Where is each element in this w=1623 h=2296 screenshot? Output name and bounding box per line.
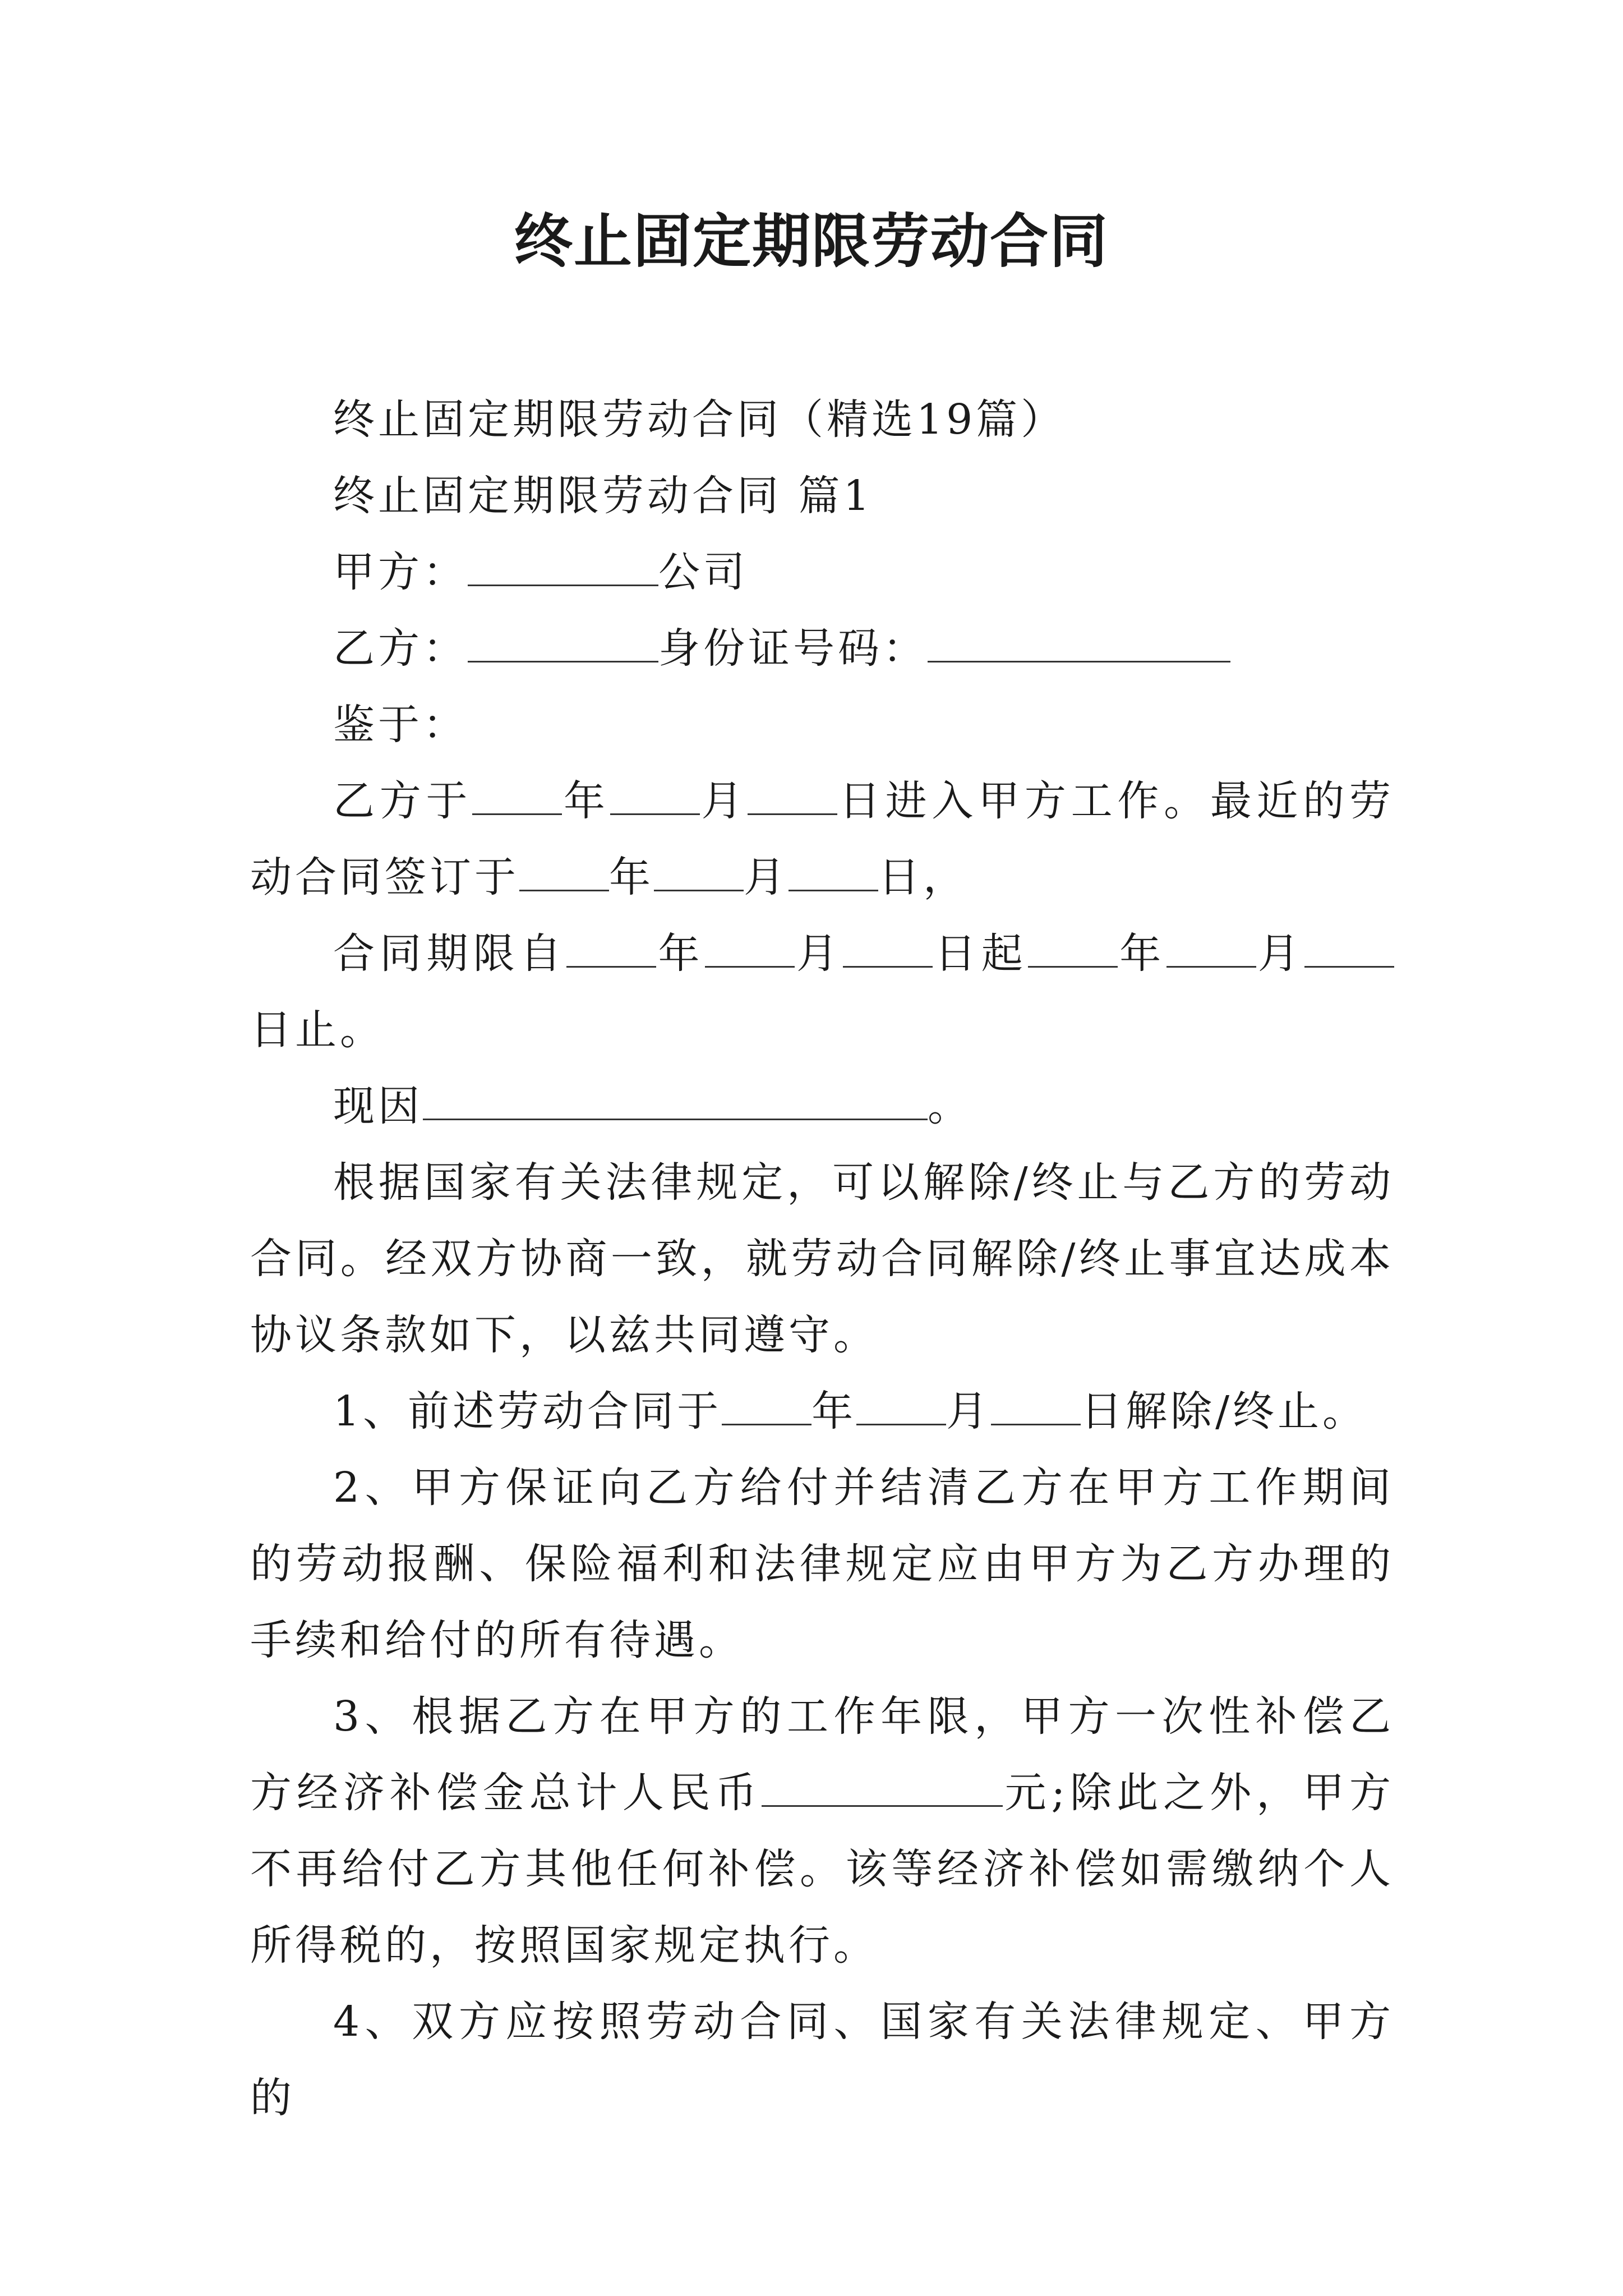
text-segment: 年 xyxy=(1118,930,1166,978)
text-segment: 月 xyxy=(1256,930,1304,978)
reason-blank xyxy=(423,1085,928,1120)
text-segment: 年 xyxy=(656,930,705,978)
party-b-id-label: 身份证号码： xyxy=(658,624,928,673)
party-a-label: 甲方： xyxy=(333,548,468,596)
party-a-suffix: 公司 xyxy=(658,548,748,596)
text-segment: 日解除/终止。 xyxy=(1081,1387,1368,1435)
text-segment: 现因 xyxy=(333,1082,423,1130)
text-segment: 1、前述劳动合同于 xyxy=(333,1387,722,1435)
text-segment: 。 xyxy=(928,1082,972,1130)
contract-term-paragraph xyxy=(250,915,1394,1068)
reason-paragraph xyxy=(250,1068,1394,1144)
day-blank xyxy=(748,780,837,815)
document-title: 终止固定期限劳动合同 xyxy=(514,206,1109,275)
clause-1 xyxy=(250,1373,1394,1450)
clause-4: 4、双方应按照劳动合同、国家有关法律规定、甲方的 xyxy=(250,1998,1394,2122)
text-segment: 年 xyxy=(562,777,610,825)
text-segment: 日进入甲方工作。最近的劳动合同签订于 xyxy=(250,777,1395,901)
month-blank xyxy=(856,1390,946,1425)
year-blank xyxy=(722,1390,811,1425)
month-blank xyxy=(705,932,795,968)
party-b-id-blank xyxy=(928,627,1230,662)
day-blank xyxy=(1304,932,1394,968)
text-segment: 年 xyxy=(811,1387,857,1435)
party-a-blank xyxy=(468,551,658,586)
year-blank xyxy=(1028,932,1118,968)
text-segment: 日止。 xyxy=(250,1006,385,1054)
party-b-name-blank xyxy=(468,627,658,662)
clause-3 xyxy=(250,1678,1394,1984)
section-heading: 终止固定期限劳动合同 篇1 xyxy=(333,472,873,520)
party-a-line xyxy=(250,534,1394,610)
amount-blank xyxy=(762,1772,1003,1807)
text-segment: 3、根据乙方在甲方的工作年限，甲方一次性补偿乙方经济补偿金总计人民币 xyxy=(250,1692,1394,1817)
year-blank xyxy=(472,780,562,815)
whereas-line: 鉴于： xyxy=(333,701,468,749)
year-blank xyxy=(566,932,656,968)
text-segment: 月 xyxy=(946,1387,992,1435)
document-subtitle: 终止固定期限劳动合同（精选19篇） xyxy=(333,395,1066,444)
text-segment: 日起 xyxy=(933,930,1028,978)
text-segment: 月 xyxy=(794,930,843,978)
clause-2: 2、甲方保证向乙方给付并结清乙方在甲方工作期间的劳动报酬、保险福利和法律规定应由甲方为乙方办理的手续和给付的所有待遇。 xyxy=(250,1464,1394,1664)
party-b-line xyxy=(250,610,1394,687)
legal-basis-paragraph: 根据国家有关法律规定，可以解除/终止与乙方的劳动合同。经双方协商一致，就劳动合同解除/终止事宜达成本协议条款如下，以兹共同遵守。 xyxy=(250,1158,1394,1359)
text-segment: 日， xyxy=(878,853,968,901)
text-segment: 元;除此之外，甲方不再给付乙方其他任何补偿。该等经济补偿如需缴纳个人所得税的，按照国家规定执行。 xyxy=(250,1769,1394,1970)
text-segment: 月 xyxy=(699,777,748,825)
employment-date-paragraph xyxy=(250,763,1394,915)
text-segment: 合同期限自 xyxy=(333,930,567,978)
day-blank xyxy=(991,1390,1081,1425)
text-segment: 乙方于 xyxy=(333,777,473,825)
month-blank xyxy=(610,780,700,815)
month-blank xyxy=(1166,932,1256,968)
text-segment: 年 xyxy=(609,853,654,901)
day-blank xyxy=(843,932,933,968)
year-blank xyxy=(519,856,609,891)
text-segment: 月 xyxy=(744,853,789,901)
month-blank xyxy=(654,856,744,891)
party-b-label: 乙方： xyxy=(333,624,468,673)
document-body xyxy=(250,381,1394,2136)
day-blank xyxy=(789,856,878,891)
